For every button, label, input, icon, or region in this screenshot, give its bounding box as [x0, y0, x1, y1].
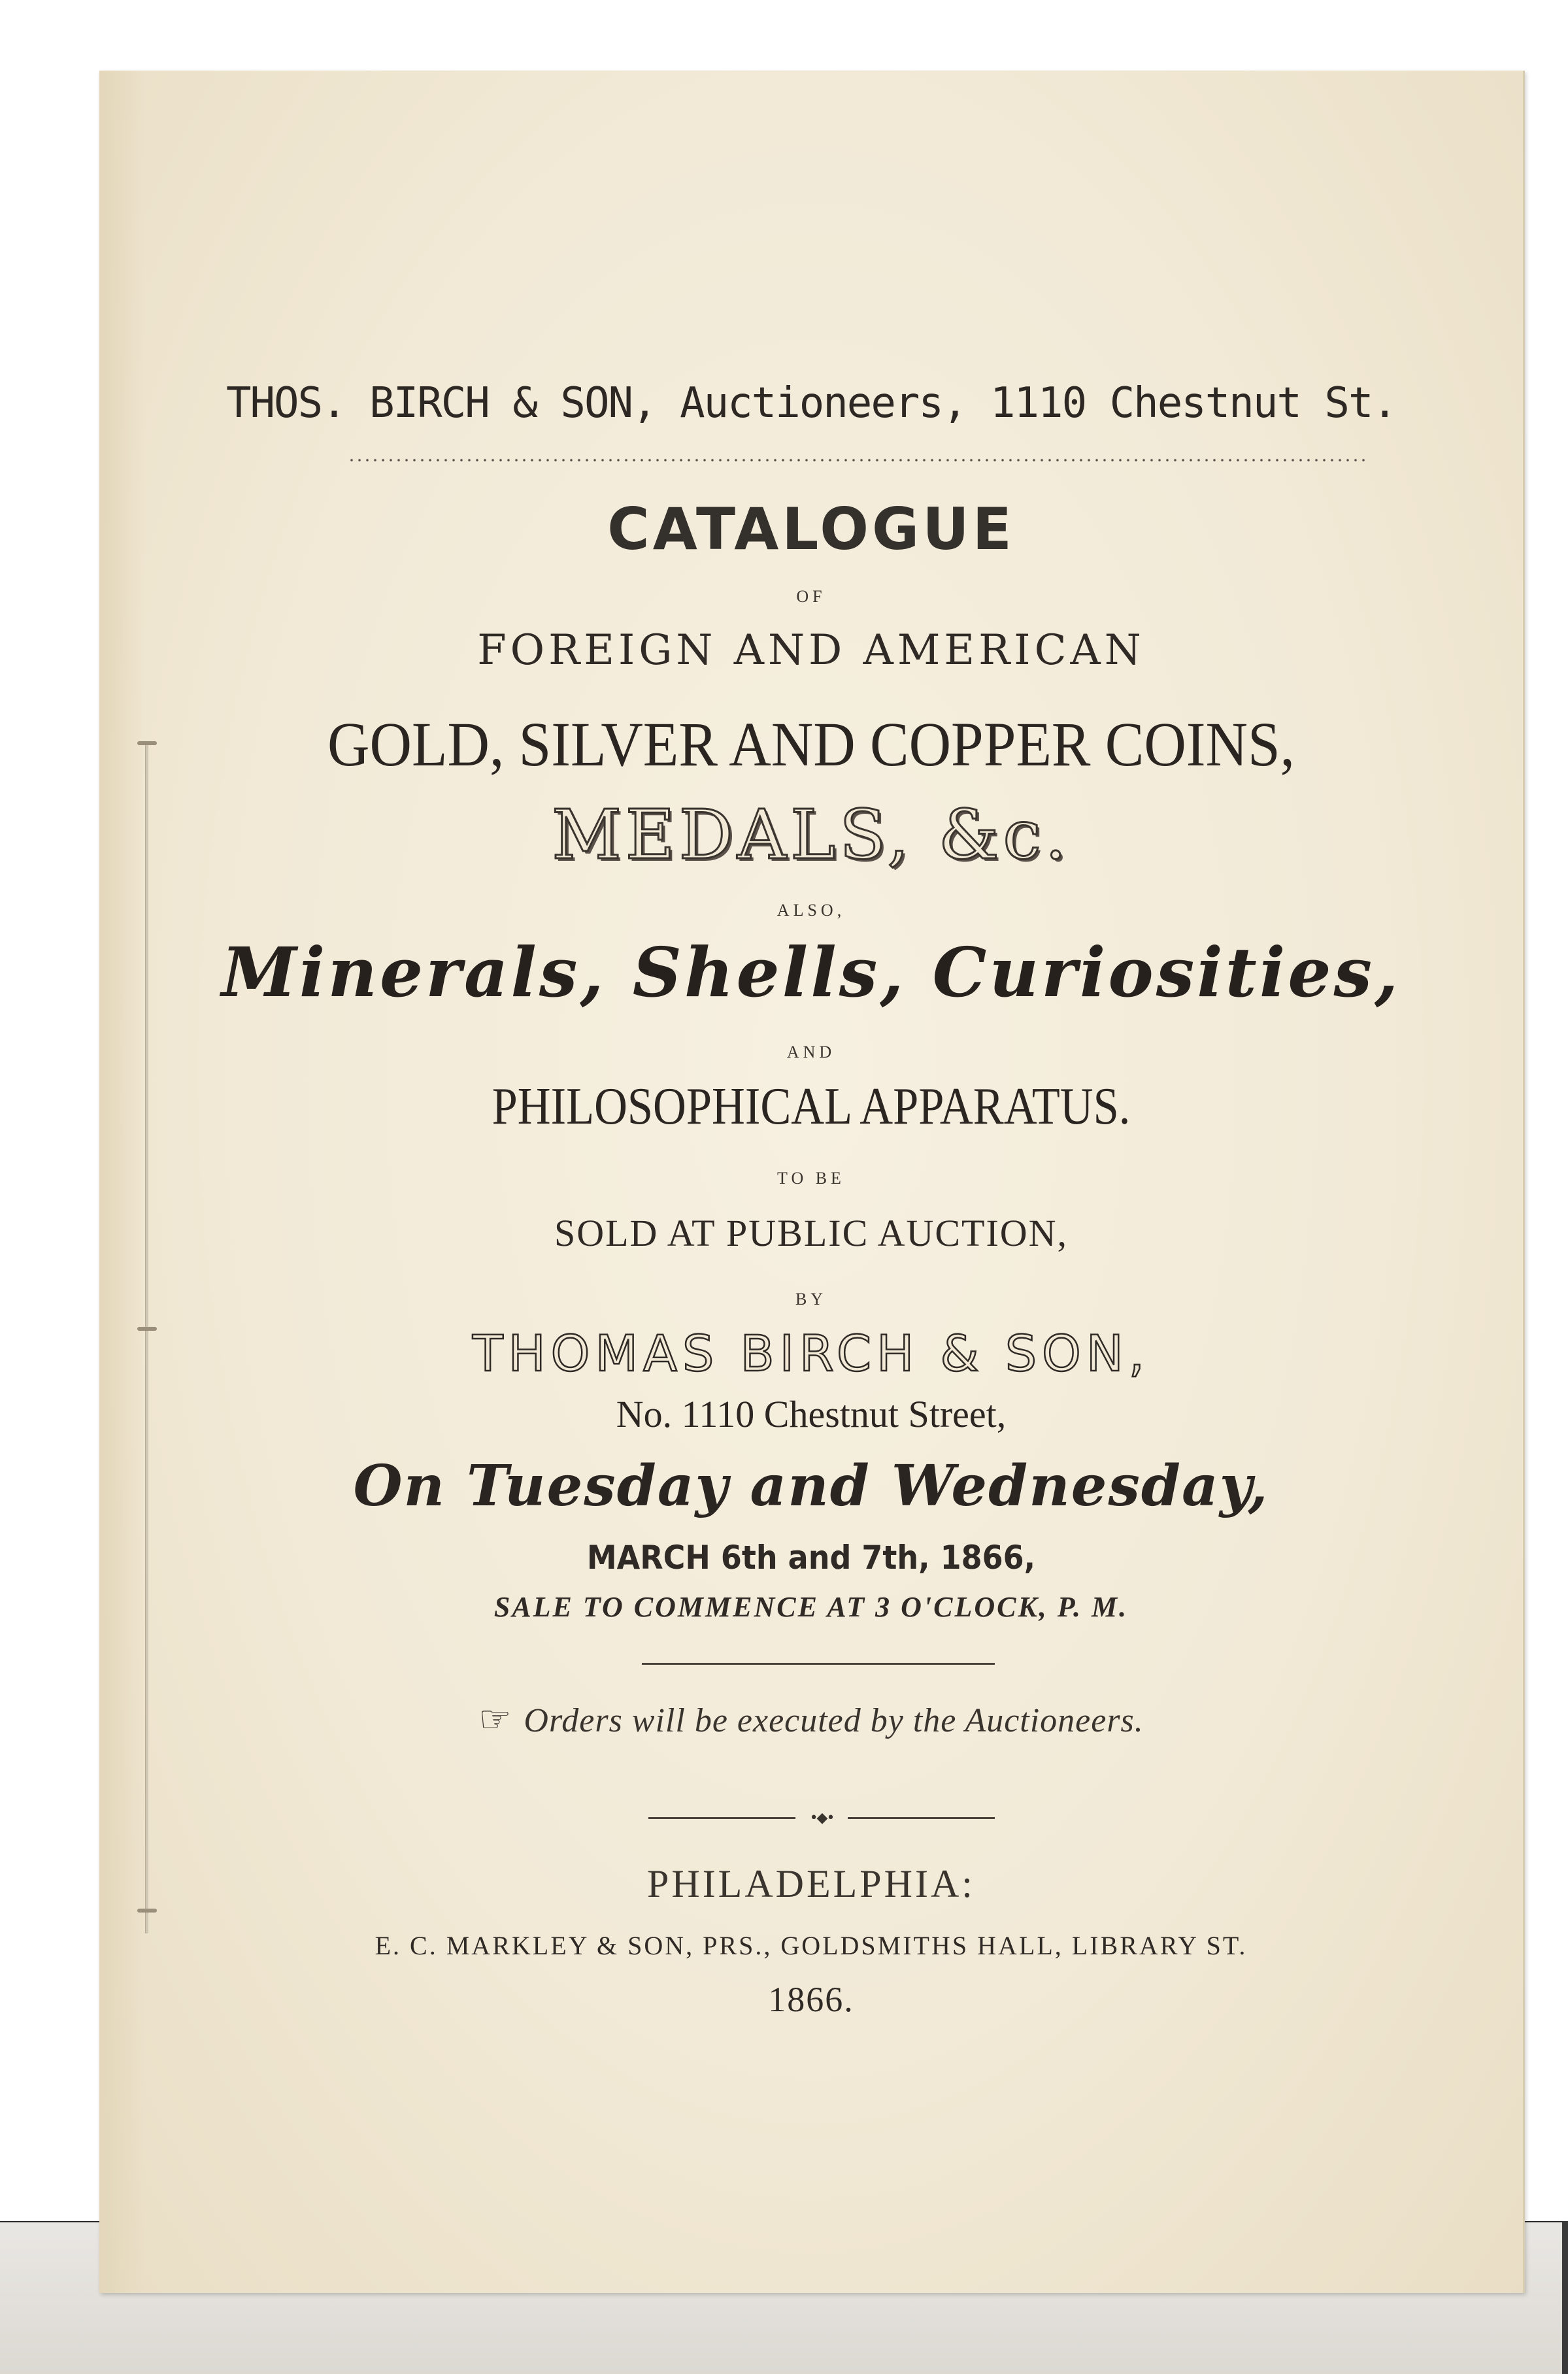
subtitle-foreign-american: FOREIGN AND AMERICAN: [477, 626, 1145, 675]
sale-method: SOLD AT PUBLIC AUCTION,: [554, 1212, 1069, 1254]
catalogue-title: CATALOGUE: [607, 495, 1015, 563]
ornament-bar-left: [648, 1817, 795, 1819]
imprint-year: 1866.: [768, 1980, 854, 2019]
scan-edge-corner: [1562, 2221, 1568, 2374]
orders-note-text: Orders will be executed by the Auctioneers.: [524, 1702, 1144, 1739]
connector-of: OF: [796, 587, 826, 606]
binding-stitch: [137, 1909, 157, 1913]
auctioneer-header: THOS. BIRCH & SON, Auctioneers, 1110 Chestnut St.: [225, 379, 1397, 427]
sale-days: On Tuesday and Wednesday,: [353, 1453, 1269, 1519]
sale-time: SALE TO COMMENCE AT 3 O'CLOCK, P. M.: [493, 1591, 1129, 1623]
imprint-city: PHILADELPHIA:: [647, 1862, 975, 1905]
auctioneer-address: No. 1110 Chestnut Street,: [616, 1393, 1007, 1435]
auctioneer-name: THOMAS BIRCH & SON,: [473, 1324, 1150, 1382]
imprint-printer: E. C. MARKLEY & SON, PRS., GOLDSMITHS HALL, LIBRARY ST.: [375, 1931, 1248, 1960]
orders-note: [99, 1698, 1523, 1741]
catalogue-cover-page: [99, 71, 1525, 2293]
connector-also: ALSO,: [776, 901, 846, 920]
connector-by: BY: [795, 1290, 827, 1309]
ornament-bar-right: [848, 1817, 995, 1819]
subtitle-apparatus: PHILOSOPHICAL APPARATUS.: [492, 1078, 1131, 1135]
pointing-hand-icon: ☞: [478, 1698, 512, 1741]
ornamental-rule: [648, 1809, 995, 1828]
divider-rule: [642, 1663, 995, 1665]
sale-date: MARCH 6th and 7th, 1866,: [586, 1539, 1036, 1577]
ornament-icon: •◆•: [809, 1810, 834, 1826]
subtitle-coins: GOLD, SILVER AND COPPER COINS,: [327, 709, 1295, 779]
subtitle-minerals: Minerals, Shells, Curiosities,: [221, 932, 1401, 1012]
subtitle-medals: MEDALS, &c.: [552, 795, 1071, 875]
connector-and: AND: [786, 1043, 836, 1062]
dotted-rule: [348, 458, 1367, 463]
connector-to-be: TO BE: [777, 1169, 845, 1188]
